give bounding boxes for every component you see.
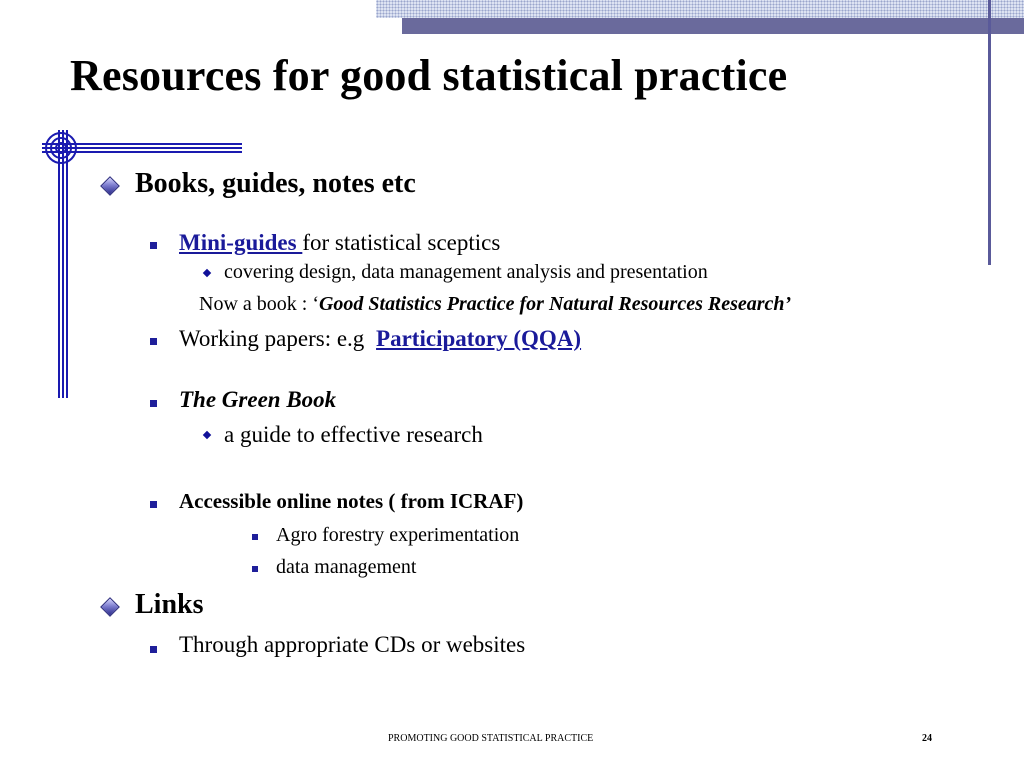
miniguides-link[interactable]: Mini-guides [179, 230, 303, 255]
online-notes-subitem: data management [276, 556, 417, 578]
small-diamond-bullet-icon [203, 431, 211, 439]
book-line [199, 293, 791, 316]
square-bullet-icon [150, 646, 157, 653]
list-item-links: Through appropriate CDs or websites [179, 632, 526, 657]
small-diamond-bullet-icon [203, 269, 211, 277]
diamond-bullet-icon [100, 597, 120, 617]
list-item-working-papers [179, 326, 581, 352]
list-item-online-notes: Accessible online notes ( from ICRAF) [179, 489, 524, 513]
square-bullet-icon [150, 400, 157, 407]
right-accent-line [988, 0, 991, 265]
page-number: 24 [922, 733, 932, 744]
footer-text: PROMOTING GOOD STATISTICAL PRACTICE [388, 733, 594, 744]
miniguides-rest: for statistical sceptics [302, 230, 501, 255]
section-heading-links: Links [135, 589, 204, 620]
miniguides-sub: covering design, data management analysis and presentation [224, 261, 708, 283]
diamond-bullet-icon [100, 176, 120, 196]
green-book-sub: a guide to effective research [224, 422, 483, 447]
book-prefix: Now a book : ‘ [199, 293, 319, 315]
square-bullet-icon [150, 242, 157, 249]
square-bullet-icon [150, 501, 157, 508]
book-title: Good Statistics Practice for Natural Resources Research’ [318, 293, 792, 315]
list-item-green-book: The Green Book [179, 387, 337, 412]
section-heading-books: Books, guides, notes etc [135, 168, 416, 199]
online-notes-subitem: Agro forestry experimentation [276, 524, 520, 546]
square-bullet-icon [252, 534, 258, 540]
square-bullet-icon [252, 566, 258, 572]
top-accent-bar [402, 18, 1024, 34]
working-papers-text: Working papers: e.g [179, 326, 371, 351]
participatory-link[interactable]: Participatory (QQA) [376, 326, 582, 351]
slide-title: Resources for good statistical practice [70, 51, 788, 100]
ornament-circle-icon [44, 131, 78, 165]
list-item-miniguides [179, 230, 500, 256]
square-bullet-icon [150, 338, 157, 345]
top-pattern-band [376, 0, 1024, 18]
